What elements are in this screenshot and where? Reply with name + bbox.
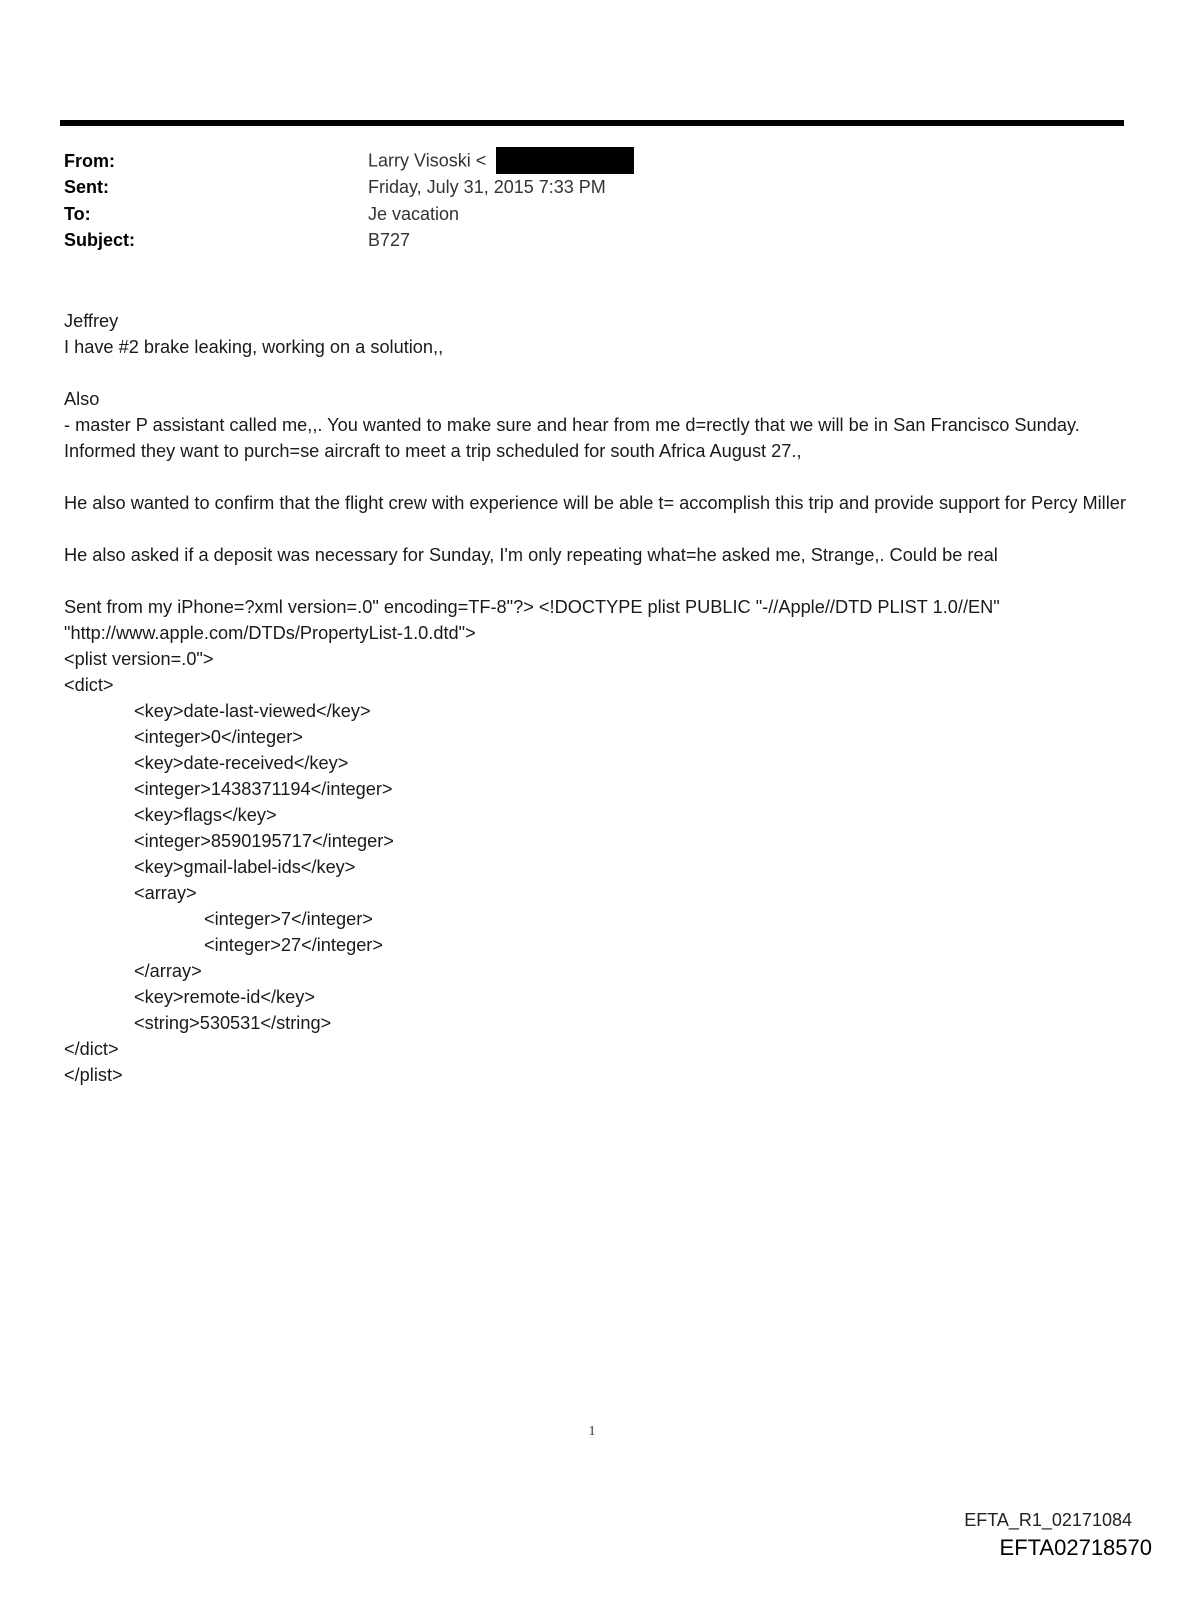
email-body	[64, 308, 1134, 1088]
sent-value: Friday, July 31, 2015 7:33 PM	[368, 177, 606, 198]
sent-label: Sent:	[64, 177, 109, 198]
from-name: Larry Visoski <	[368, 150, 487, 170]
greeting: Jeffrey	[64, 311, 119, 331]
subject-value: B727	[368, 230, 411, 251]
plist-line: <key>flags</key>	[134, 805, 277, 825]
header-rule	[60, 120, 1124, 126]
body-paragraph-3: He also asked if a deposit was necessary for Sunday, I'm only repeating what=he asked me, Strange,. Could be real	[64, 545, 998, 565]
page-number: 1	[588, 1424, 596, 1439]
plist-line: <integer>0</integer>	[134, 727, 303, 747]
to-label: To:	[64, 203, 91, 224]
plist-line: </dict>	[64, 1039, 119, 1059]
body-paragraph-2: He also wanted to confirm that the flight crew with experience will be able t= accomplish this trip and provide support for Percy Miller	[64, 493, 1126, 513]
plist-line: <plist version=.0">	[64, 649, 214, 669]
plist-line: <key>date-received</key>	[134, 753, 349, 773]
bates-number-secondary: EFTA02718570	[999, 1535, 1152, 1560]
plist-line: </plist>	[64, 1065, 123, 1085]
plist-line: <integer>8590195717</integer>	[134, 831, 394, 851]
redaction-box	[496, 147, 634, 174]
body-line-brake: I have #2 brake leaking, working on a solution,,	[64, 337, 444, 357]
plist-line: <key>gmail-label-ids</key>	[134, 857, 356, 877]
plist-line: <dict>	[64, 675, 114, 695]
bates-number-primary: EFTA_R1_02171084	[964, 1510, 1132, 1530]
body-paragraph-1: - master P assistant called me,,. You wanted to make sure and hear from me d=rectly that we will be in San Francisco Sunday. Informed they want to purch=se aircraft to meet a trip scheduled for south Africa August 27.,	[64, 415, 1080, 461]
subject-label: Subject:	[64, 230, 136, 251]
signature-line: Sent from my iPhone=?xml version=.0" encoding=TF-8"?> <!DOCTYPE plist PUBLIC "-//Apple//DTD PLIST 1.0//EN" "http://www.apple.com/DTDs/PropertyList-1.0.dtd">	[64, 597, 1000, 643]
subject-row	[64, 228, 1064, 255]
plist-line: <key>date-last-viewed</key>	[134, 701, 371, 721]
email-header	[64, 148, 1064, 254]
body-also: Also	[64, 389, 100, 409]
plist-line: </array>	[134, 961, 202, 981]
plist-line: <key>remote-id</key>	[134, 987, 315, 1007]
sent-row	[64, 175, 1064, 202]
from-row	[64, 148, 1064, 175]
plist-line: <integer>1438371194</integer>	[134, 779, 393, 799]
plist-line: <array>	[134, 883, 197, 903]
plist-line: <string>530531</string>	[134, 1013, 332, 1033]
plist-line: <integer>27</integer>	[204, 935, 383, 955]
from-label: From:	[64, 150, 115, 171]
to-value: Je vacation	[368, 203, 460, 224]
to-row	[64, 201, 1064, 228]
plist-line: <integer>7</integer>	[204, 909, 373, 929]
from-value	[368, 148, 634, 175]
